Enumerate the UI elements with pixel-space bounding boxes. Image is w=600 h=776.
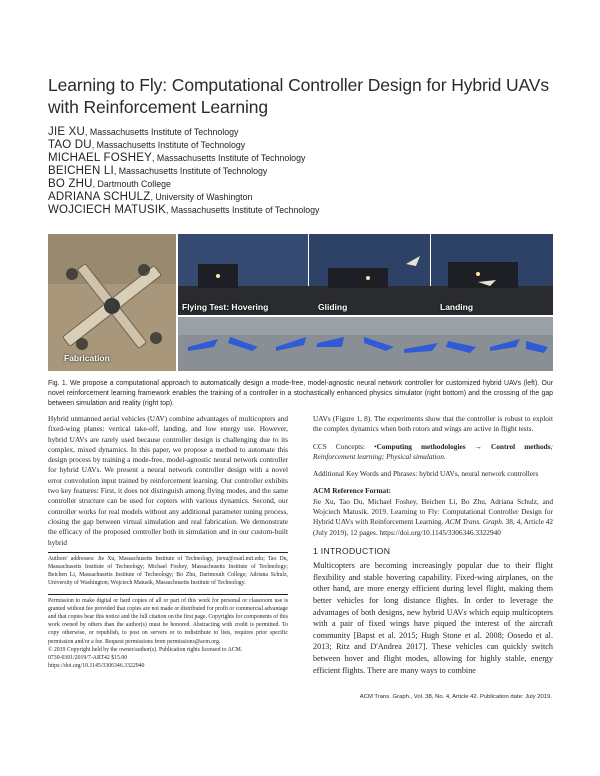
- section-heading: 1 INTRODUCTION: [313, 545, 391, 556]
- author-name: MICHAEL FOSHEY: [48, 152, 152, 164]
- gliding-label: Gliding: [318, 302, 348, 312]
- fabrication-photo: [48, 234, 176, 371]
- right-column: [313, 414, 553, 676]
- real-flight-photos: [178, 234, 553, 315]
- copyright-notice: © 2019 Copyright held by the owner/author(s). Publication rights licensed to ACM.: [48, 646, 243, 653]
- author-affiliation: , University of Washington: [150, 192, 253, 202]
- hovering-label: Flying Test: Hovering: [182, 302, 269, 312]
- ccs-rest: ; Reinforcement learning; Physical simulation.: [313, 441, 553, 461]
- footnote-rule: [48, 594, 288, 595]
- ccs-term: Computing methodologies: [376, 441, 466, 451]
- author-list: [48, 126, 548, 217]
- keywords: Additional Key Words and Phrases: hybrid UAVs, neural network controllers: [313, 469, 539, 479]
- author-affiliation: , Massachusetts Institute of Technology: [85, 127, 239, 137]
- left-column: [48, 414, 288, 671]
- author-name: BO ZHU: [48, 178, 93, 190]
- footnote-rule: [48, 552, 288, 553]
- author-affiliation: , Massachusetts Institute of Technology: [166, 205, 320, 215]
- reference-heading: ACM Reference Format:: [313, 486, 392, 496]
- doi-link[interactable]: https://doi.org/10.1145/3306346.3322940: [48, 663, 145, 670]
- hybrid-uav-photo: [48, 234, 176, 371]
- paper-title: Learning to Fly: Computational Controller Design for Hybrid UAVs with Reinforcement Learning: [48, 75, 549, 117]
- ccs-concepts: [313, 442, 553, 463]
- figure-caption: Fig. 1. We propose a computational approach to automatically design a mode-free, model-agnostic neural network controller for customized hybrid UAVs (left). Our novel reinforcement learning framework enables the training of a controller in a stochastically enhanced physics simulator (right bottom) and the crossing of the gap between simulation and reality (right top).: [48, 380, 553, 407]
- author-name: JIE XU: [48, 126, 85, 138]
- author-entry: [48, 152, 548, 165]
- author-affiliation: , Massachusetts Institute of Technology: [113, 166, 268, 176]
- author-affiliation: , Massachusetts Institute of Technology: [91, 140, 246, 150]
- author-name: WOJCIECH MATUSIK: [48, 204, 166, 216]
- author-name: BEICHEN LI: [48, 165, 114, 177]
- author-addresses: Authors' addresses: Jie Xu, Massachusetts Institute of Technology, jiexu@csail.mit.edu; Tao Du, Massachusetts Institute of Technology; Michael Foshey, Massachusetts Institute of Technology; Beichen Li, Massachusetts Institute of Technology; Bo Zhu, Dartmouth College; Adriana Schulz, University of Washington; Wojciech Matusik, Massachusetts Institute of Technology.: [48, 555, 288, 587]
- introduction-text: Multicopters are becoming increasingly popular due to their flight flexibility and stable hovering capability. Fixed-wing airplanes, on the other hand, are more energy efficient during level flight, making them better vehicles for long distance flights. In order to leverage the advantages of both designs, new hybrid UAVs which equip multicopters with a pair of fixed wings have piqued the interest of the aircraft community [Bapst et al. 2015; Hugh Stone et al. 2008; Oosedo et al. 2013; Ritz and D'Andrea 2017]. These vehicles can quickly switch between hover and flight modes, allowing for highly stable, energy efficient flights. There are many ways to combine: [313, 561, 553, 675]
- author-name: TAO DU: [48, 139, 92, 151]
- author-entry: [48, 165, 548, 178]
- author-affiliation: , Massachusetts Institute of Technology: [151, 153, 306, 163]
- reference-journal: ACM Trans. Graph.: [445, 517, 504, 527]
- author-entry: [48, 204, 548, 217]
- author-entry: [48, 126, 548, 139]
- author-entry: [48, 178, 548, 191]
- reference-format: [313, 497, 553, 538]
- reference-text: Jie Xu, Tao Du, Michael Foshey, Beichen Li, Bo Zhu, Adriana Schulz, and Wojciech Matusik. 2019. Learning to Fly: Computational Controller Design for Hybrid UAVs with Reinforcement Learning.: [313, 496, 553, 527]
- fabrication-label: Fabrication: [64, 353, 110, 363]
- reference-text: 38, 4, Article 42 (July 2019), 12 pages. https://doi.org/10.1145/3306346.3322940: [313, 517, 553, 537]
- author-entry: [48, 191, 548, 204]
- landing-label: Landing: [440, 302, 474, 312]
- teaser-figure: [48, 234, 553, 371]
- ccs-term: Control methods: [490, 441, 551, 451]
- permission-notice: Permission to make digital or hard copies of all or part of this work for personal or classroom use is granted without fee provided that copies are not made or distributed for profit or commercial advantage and that copies bear this notice and the full citation on the first page. Copyrights for components of this work owned by others than the author(s) must be honored. Abstracting with credit is permitted. To copy otherwise, or republish, to post on servers or to redistribute to lists, requires prior specific permission and/or a fee. Request permissions from permissions@acm.org.: [48, 597, 289, 645]
- abstract-text: Hybrid unmanned aerial vehicles (UAV) combine advantages of multicopters and fixed-wing planes: vertical take-off, landing, and low energy use. However, hybrid UAVs are rarely used because controller design is challenging due to its complex, mixed dynamics. In this paper, we propose a method to automate this design process by training a mode-free, model-agnostic neural network controller for hybrid UAVs. We present a neural network controller design with a novel error convolution input trained by reinforcement learning. Our controller exhibits two key features: First, it does not distinguish among flying modes, and the same controller structure can be used for copters with various dynamics. Second, our controller works for real models without any additional parameter tuning process, closing the gap between virtual simulation and real fabrication. We demonstrate the efficacy of the proposed controller both in simulation and in our custom-built hybrid: [48, 414, 288, 547]
- simulation-strip: [178, 317, 553, 371]
- abstract-continued: UAVs (Figure 1, 8). The experiments show that the controller is robust to exploit the complex dynamics when both rotors and wings are active in flight tests.: [313, 414, 553, 434]
- ccs-arrow: →: [465, 441, 491, 451]
- simulation-scene: [178, 317, 553, 371]
- page-footer: ACM Trans. Graph., Vol. 38, No. 4, Article 42. Publication date: July 2019.: [359, 694, 552, 700]
- author-name: ADRIANA SCHULZ: [48, 191, 151, 203]
- author-entry: [48, 139, 548, 152]
- author-affiliation: , Dartmouth College: [92, 179, 171, 189]
- ccs-label: CCS Concepts: •: [313, 441, 377, 451]
- issn-text: 0730-0301/2019/7-ART42 $15.00: [48, 655, 128, 662]
